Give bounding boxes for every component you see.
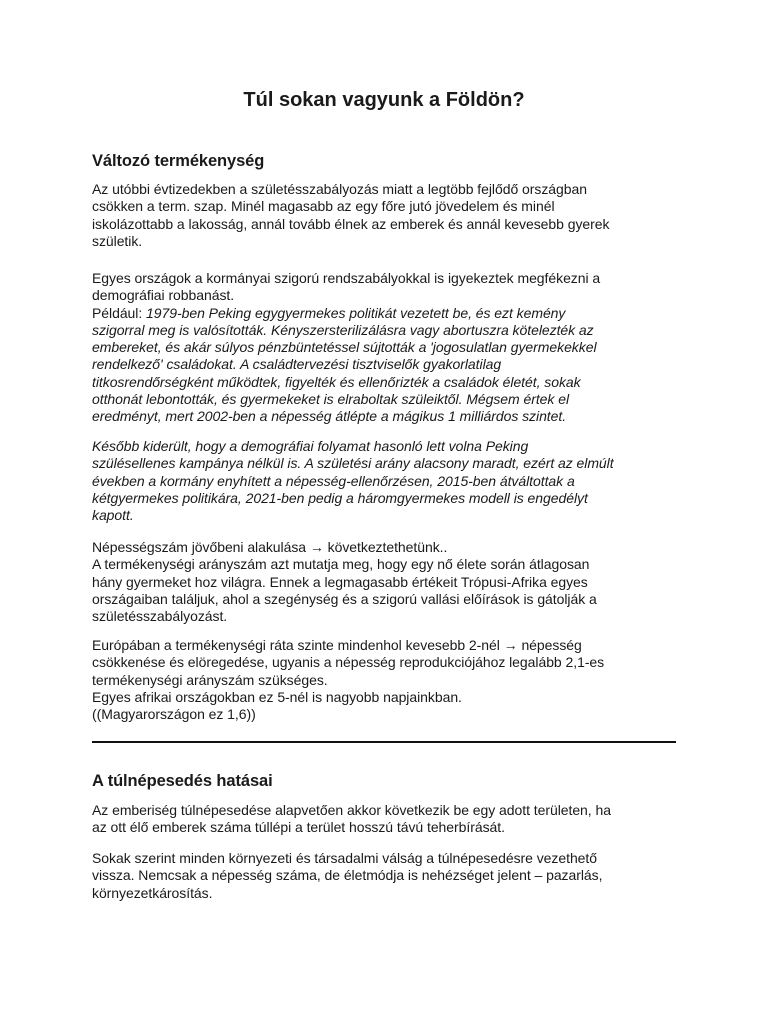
paragraph-later-findings <box>92 438 692 524</box>
text-line: csökken a term. szap. Minél magasabb az egy főre jutó jövedelem és minél <box>92 198 555 215</box>
text-line: termékenységi arányszám szükséges. <box>92 671 328 688</box>
text-line: vissza. Nemcsak a népesség száma, de életmódja is nehézséget jelent – pazarlás, <box>92 867 603 884</box>
text-line: születésszabályozást. <box>92 608 228 625</box>
text-line: iskolázottabb a lakosság, annál tovább élnek az emberek és annál kevesebb gyerek <box>92 215 610 232</box>
paragraph-fertility-rate <box>92 539 692 625</box>
text-line: demográfiai robbanást. <box>92 287 235 304</box>
text-line: rendelkező' családokat. A családtervezési tisztviselők gyakorlatilag <box>92 356 502 373</box>
text-line: embereket, és akár súlyos pénzbüntetéssel sújtották a 'jogosulatlan gyermekekkel <box>92 339 597 356</box>
text-line: az ott élő emberek száma túllépi a terület hosszú távú teherbírását. <box>92 819 505 836</box>
text-line: Egyes országok a kormányai szigorú rendszabályokkal is igyekeztek megfékezni a <box>92 270 601 286</box>
text-line: szülésellenes kampánya nélkül is. A születési arány alacsony maradt, ezért az elmúlt <box>92 455 614 472</box>
text-line: Európában a termékenységi ráta szinte mindenhol kevesebb 2-nél → népesség <box>92 637 582 653</box>
text-line: Az emberiség túlnépesedése alapvetően akkor következik be egy adott területen, ha <box>92 802 611 818</box>
paragraph-overpopulation-crises <box>92 850 692 902</box>
section-heading-tulnepesedes-hatasai: A túlnépesedés hatásai <box>92 772 273 790</box>
paragraph-overpopulation-definition <box>92 802 692 837</box>
text-line <box>92 305 692 322</box>
text-line: hány gyermeket hoz világra. Ennek a legmagasabb értékeit Trópusi-Afrika egyes <box>92 573 588 590</box>
text-line: országaiban találjuk, ahol a szegénység és a szigorú vallási előírások is gátolják a <box>92 590 597 607</box>
text-line: években a kormány enyhített a népesség-ellenőrzésen, 2015-ben átváltottak a <box>92 472 575 489</box>
text-line: kétgyermekes politikára, 2021-ben pedig a háromgyermekes modell is engedélyt <box>92 489 588 506</box>
paragraph-europe-fertility <box>92 637 692 723</box>
paragraph-birth-control <box>92 181 692 250</box>
text-line: titkosrendőrségként működtek, figyelték és ellenőrizték a családok életét, sokak <box>92 373 581 390</box>
text-line: eredményt, mert 2002-ben a népesség átlépte a mágikus 1 milliárdos szintet. <box>92 408 567 425</box>
text-line: Később kiderült, hogy a demográfiai folyamat hasonló lett volna Peking <box>92 438 529 454</box>
paragraph-government-measures <box>92 270 692 426</box>
text-line: születik. <box>92 232 143 249</box>
text-line: A termékenységi arányszám azt mutatja meg, hogy egy nő élete során átlagosan <box>92 556 590 573</box>
section-heading-valtozo-termekenyseg: Változó termékenység <box>92 152 265 170</box>
text-line: környezetkárosítás. <box>92 884 213 901</box>
example-text: 1979-ben Peking egygyermekes politikát vezetett be, és ezt kemény <box>146 304 566 321</box>
text-line: csökkenése és elöregedése, ugyanis a népesség reprodukciójához legalább 2,1-es <box>92 654 605 671</box>
text-line: szigorral meg is valósították. Kényszersterilizálásra vagy abortuszra kötelezték az <box>92 321 594 338</box>
text-line: Sokak szerint minden környezeti és társadalmi válság a túlnépesedésre vezethető <box>92 850 597 866</box>
example-prefix: Például: <box>92 304 147 321</box>
text-line: otthonát lebontották, és gyermekeket is elraboltak szüleiktől. Mégsem értek el <box>92 391 570 408</box>
text-line: Egyes afrikai országokban ez 5-nél is nagyobb napjainkban. <box>92 688 462 705</box>
horizontal-rule <box>92 741 676 743</box>
document-title: Túl sokan vagyunk a Földön? <box>243 89 525 111</box>
text-line: ((Magyarországon ez 1,6)) <box>92 706 256 723</box>
text-line: kapott. <box>92 507 134 524</box>
text-line: Az utóbbi évtizedekben a születésszabályozás miatt a legtöbb fejlődő országban <box>92 181 587 197</box>
text-line: Népességszám jövőbeni alakulása → következtethetünk.. <box>92 539 448 555</box>
